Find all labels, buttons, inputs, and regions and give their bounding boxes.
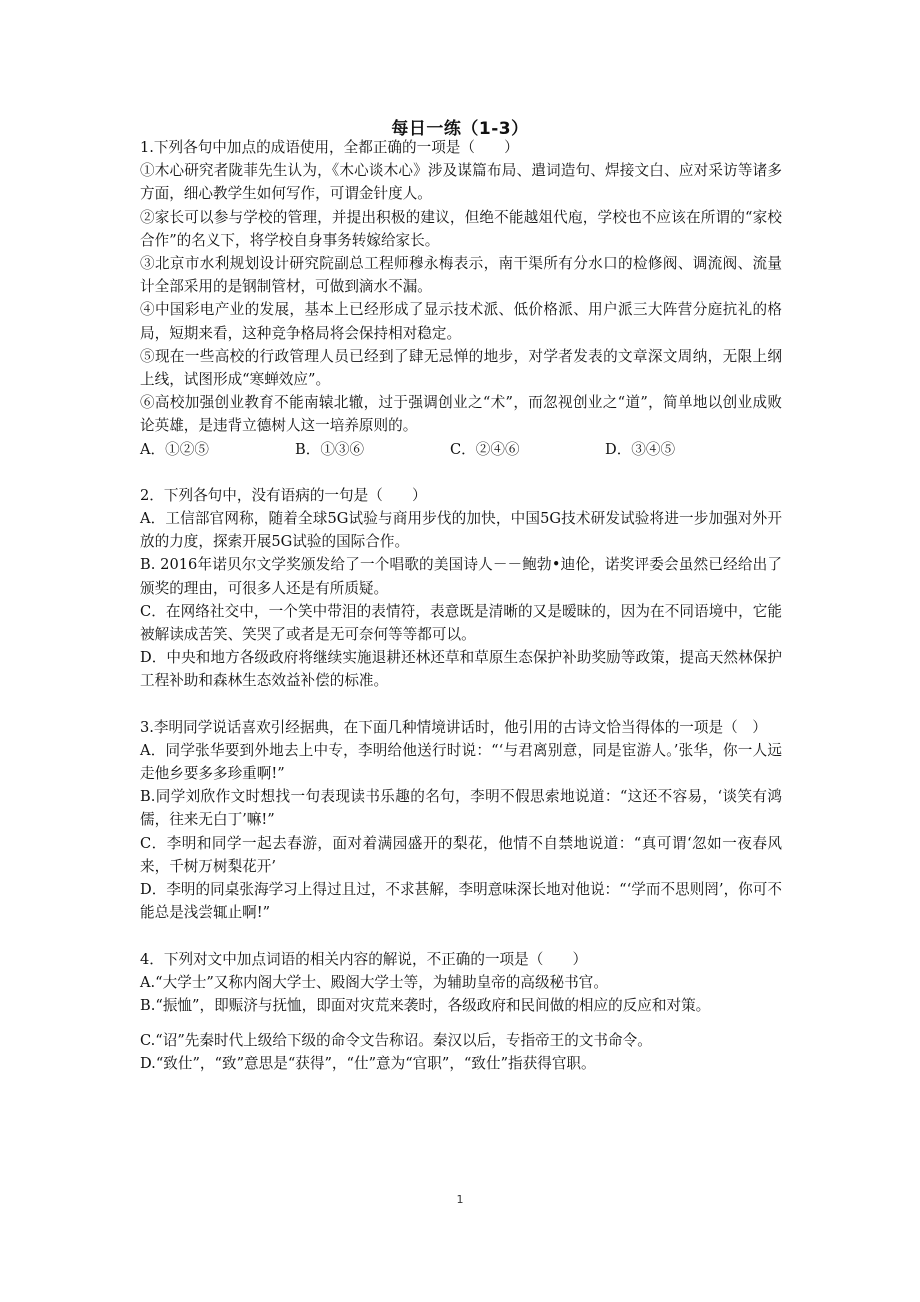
- question-stem: 2．下列各句中，没有语病的一句是（ ）: [140, 486, 427, 504]
- option-b: B.“振恤”，即赈济与抚恤，即面对灾荒来袭时，各级政府和民间做的相应的反应和对策。: [140, 996, 711, 1014]
- option-a: A．工信部官网称，随着全球5G试验与商用步伐的加快，中国5G技术研发试验将进一步加强对外开放的力度，探索开展5G试验的国际合作。: [140, 510, 782, 551]
- option-d: D．③④⑤: [605, 440, 676, 458]
- question-4: [140, 948, 782, 1018]
- question-4-continued: [140, 1029, 782, 1075]
- page-title: 每日一练（1-3）: [391, 119, 529, 139]
- statement-item: ③北京市水利规划设计研究院副总工程师穆永梅表示，南干渠所有分水口的检修阀、调流阀、流量计全部采用的是钢制管材，可做到滴水不漏。: [140, 255, 782, 296]
- answer-options: [140, 438, 782, 461]
- statement-item: ④中国彩电产业的发展，基本上已经形成了显示技术派、低价格派、用户派三大阵营分庭抗礼的格局，短期来看，这种竞争格局将会保持相对稳定。: [140, 301, 782, 342]
- option-d: D.“致仕”，“致”意思是“获得”，“仕”意为“官职”，“致仕”指获得官职。: [140, 1055, 596, 1073]
- option-a: A．①②⑤: [140, 440, 209, 458]
- question-list: [140, 136, 782, 1099]
- option-b: B.同学刘欣作文时想找一句表现读书乐趣的名句，李明不假思索地说道：“这还不容易，‘谈笑有鸿儒，往来无白丁’嘛!”: [140, 788, 782, 829]
- question-2: [140, 484, 782, 693]
- option-a: A．同学张华要到外地去上中专，李明给他送行时说：“‘与君离别意，同是宦游人。’张华，你一人远走他乡要多多珍重啊!”: [140, 741, 782, 783]
- option-d: D．李明的同桌张海学习上得过且过，不求甚解，李明意味深长地对他说：“‘学而不思则罔’，你可不能总是浅尝辄止啊!”: [140, 881, 782, 922]
- option-d: D．中央和地方各级政府将继续实施退耕还林还草和草原生态保护补助奖励等政策，提高天然林保护工程补助和森林生态效益补偿的标准。: [140, 649, 782, 690]
- question-3: [140, 716, 782, 925]
- option-b: B．①③⑥: [295, 440, 365, 458]
- statement-item: ⑥高校加强创业教育不能南辕北辙，过于强调创业之“术”，而忽视创业之“道”，简单地以创业成败论英雄，是违背立德树人这一培养原则的。: [140, 394, 782, 435]
- question-1: [140, 136, 782, 461]
- option-c: C．②④⑥: [450, 440, 520, 458]
- statement-item: ⑤现在一些高校的行政管理人员已经到了肆无忌惮的地步，对学者发表的文章深文周纳，无限上纲上线，试图形成“寒蝉效应”。: [140, 347, 782, 389]
- option-a: A.“大学士”又称内阁大学士、殿阁大学士等，为辅助皇帝的高级秘书官。: [140, 973, 608, 991]
- option-c: C．李明和同学一起去春游，面对着满园盛开的梨花，他情不自禁地说道：“真可谓‘忽如一夜春风来，千树万树梨花开’: [140, 834, 782, 875]
- statement-item: ①木心研究者陇菲先生认为，《木心谈木心》涉及谋篇布局、遣词造句、焊接文白、应对采访等诸多方面，细心教学生如何写作，可谓金针度人。: [140, 162, 782, 203]
- question-stem: 1.下列各句中加点的成语使用，全都正确的一项是（ ）: [140, 139, 519, 156]
- question-stem: 3.李明同学说话喜欢引经据典，在下面几种情境讲话时，他引用的古诗文恰当得体的一项是（ ）: [140, 718, 767, 736]
- statement-item: ②家长可以参与学校的管理，并提出积极的建议，但绝不能越俎代庖，学校也不应该在所谓的“家校合作”的名义下，将学校自身事务转嫁给家长。: [140, 208, 782, 249]
- option-c: C．在网络社交中，一个笑中带泪的表情符，表意既是清晰的又是暧昧的，因为在不同语境中，它能被解读成苦笑、笑哭了或者是无可奈何等等都可以。: [140, 602, 782, 644]
- question-stem: 4．下列对文中加点词语的相关内容的解说，不正确的一项是（ ）: [140, 950, 588, 968]
- page-number: 1: [456, 1193, 464, 1206]
- option-b: B. 2016年诺贝尔文学奖颁发给了一个唱歌的美国诗人－－鲍勃•迪伦，诺奖评委会虽然已经给出了颁奖的理由，可很多人还是有所质疑。: [140, 556, 782, 597]
- option-c: C.“诏”先秦时代上级给下级的命令文告称诏。秦汉以后，专指帝王的文书命令。: [140, 1032, 652, 1050]
